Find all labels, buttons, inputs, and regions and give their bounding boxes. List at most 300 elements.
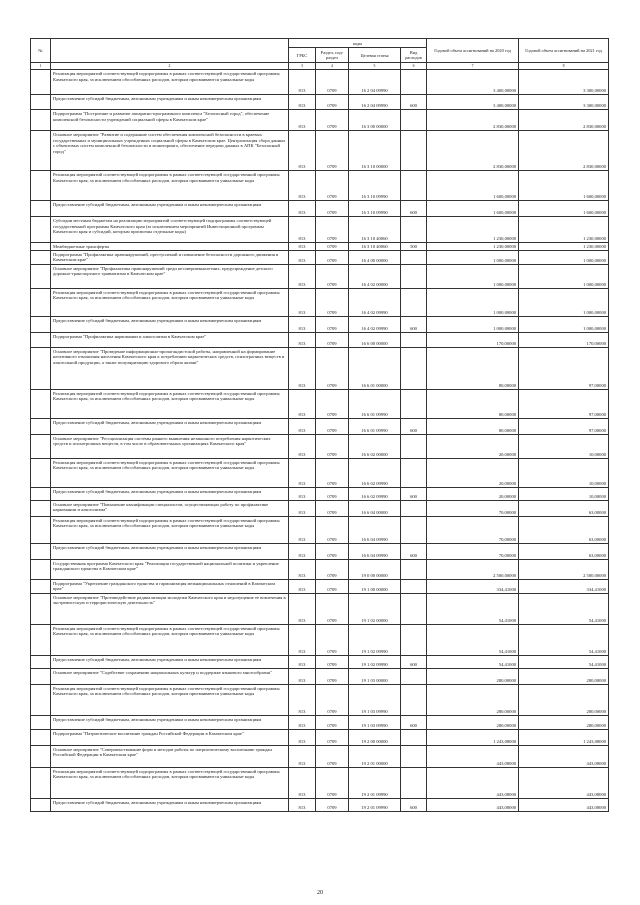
row-section: 0709: [316, 217, 349, 243]
row-section: 0709: [316, 579, 349, 593]
row-amount-2020: 70,00000: [427, 500, 519, 516]
row-expense-type: 600: [401, 201, 427, 217]
row-name: Предоставление субсидий бюджетным, автономным учреждениям и иным некоммерческим организациям: [51, 418, 289, 434]
row-target-article: 16 6 04 09990: [349, 516, 401, 543]
table-row: [31, 264, 609, 288]
row-grbs: 813: [289, 624, 316, 655]
row-num: [31, 110, 51, 131]
row-grbs: 813: [289, 171, 316, 201]
row-target-article: 16 6 01 09990: [349, 418, 401, 434]
row-expense-type: [401, 347, 427, 389]
row-num: [31, 332, 51, 347]
row-target-article: 16 4 00 00000: [349, 250, 401, 264]
row-expense-type: 600: [401, 95, 427, 110]
header-target: Целевая статья: [349, 48, 401, 63]
header-vid: Вид расходов: [401, 48, 427, 63]
row-grbs: 813: [289, 729, 316, 745]
page-number: 20: [317, 890, 323, 896]
row-expense-type: [401, 389, 427, 418]
row-amount-2020: 443,08000: [427, 767, 519, 798]
row-grbs: 813: [289, 500, 316, 516]
row-amount-2021: 10,00000: [519, 458, 609, 487]
column-index: 2: [51, 63, 289, 70]
row-expense-type: 600: [401, 798, 427, 811]
row-name: Предоставление субсидий бюджетным, автономным учреждениям и иным некоммерческим организациям: [51, 543, 289, 559]
row-num: [31, 745, 51, 767]
row-num: [31, 593, 51, 624]
row-section: 0709: [316, 655, 349, 668]
row-expense-type: [401, 70, 427, 95]
row-num: [31, 243, 51, 251]
row-amount-2021: 54,41000: [519, 624, 609, 655]
row-name: Основное мероприятие "Повышение квалификации специалистов, осуществляющих работу по профилактике наркомании и алкоголизма": [51, 500, 289, 516]
row-expense-type: 600: [401, 543, 427, 559]
row-grbs: 813: [289, 217, 316, 243]
row-grbs: 813: [289, 95, 316, 110]
row-section: 0709: [316, 264, 349, 288]
row-section: 0709: [316, 500, 349, 516]
row-grbs: 813: [289, 264, 316, 288]
row-amount-2020: 80,00000: [427, 418, 519, 434]
header-year-2020: Годовой объем ассигнований на 2020 год: [427, 39, 519, 63]
row-expense-type: 500: [401, 243, 427, 251]
table-row: [31, 288, 609, 316]
row-name: Подпрограмма "Патриотическое воспитание граждан Российской Федерации в Камчатском крае": [51, 729, 289, 745]
table-row: [31, 458, 609, 487]
row-amount-2020: 70,00000: [427, 543, 519, 559]
row-grbs: 813: [289, 579, 316, 593]
table-row: [31, 668, 609, 684]
table-row: [31, 767, 609, 798]
row-section: 0709: [316, 798, 349, 811]
row-num: [31, 171, 51, 201]
row-target-article: 16 2 04 09990: [349, 95, 401, 110]
row-expense-type: [401, 110, 427, 131]
row-grbs: 813: [289, 131, 316, 171]
row-expense-type: [401, 624, 427, 655]
row-amount-2020: 70,00000: [427, 516, 519, 543]
row-amount-2020: 1 000,00000: [427, 264, 519, 288]
column-index: 8: [519, 63, 609, 70]
row-grbs: 813: [289, 418, 316, 434]
row-section: 0709: [316, 418, 349, 434]
row-name: Основное мероприятие "Профилактика правонарушений среди несовершеннолетних, предупреждение детского дорожно-транспортного травматизма в Камчатском крае": [51, 264, 289, 288]
row-num: [31, 201, 51, 217]
row-target-article: 19 1 03 09990: [349, 715, 401, 729]
row-amount-2021: 170,00000: [519, 332, 609, 347]
row-amount-2021: 1 000,00000: [519, 316, 609, 332]
row-target-article: 16 6 01 00000: [349, 347, 401, 389]
row-num: [31, 668, 51, 684]
row-amount-2020: 443,08000: [427, 745, 519, 767]
row-amount-2021: 1 000,00000: [519, 288, 609, 316]
row-amount-2021: 280,00000: [519, 668, 609, 684]
row-amount-2021: 2 830,00000: [519, 110, 609, 131]
row-expense-type: [401, 131, 427, 171]
row-section: 0709: [316, 316, 349, 332]
row-target-article: 19 1 02 09990: [349, 655, 401, 668]
row-grbs: 813: [289, 201, 316, 217]
row-section: 0709: [316, 458, 349, 487]
table-row: [31, 243, 609, 251]
row-name: Предоставление субсидий бюджетным, автономным учреждениям и иным некоммерческим организациям: [51, 487, 289, 500]
row-section: 0709: [316, 347, 349, 389]
row-section: 0709: [316, 745, 349, 767]
row-expense-type: [401, 434, 427, 458]
row-expense-type: [401, 332, 427, 347]
row-target-article: 16 3 10 09990: [349, 201, 401, 217]
row-name: Основное мероприятие "Развитие и содержание систем обеспечения комплексной безопасности в краевых государственных и муниципальных учреждениях социальной сферы в Камчатском крае. Централизация сбора данных с объектовых систем комплексной безопасности и мониторинга, обеспечение передачи данных в АПК "Безопасный город": [51, 131, 289, 171]
row-expense-type: [401, 171, 427, 201]
column-index: 3: [289, 63, 316, 70]
row-target-article: 16 3 10 09990: [349, 171, 401, 201]
row-target-article: 19 1 03 00000: [349, 668, 401, 684]
row-amount-2021: 3 300,00000: [519, 95, 609, 110]
row-num: [31, 95, 51, 110]
table-row: [31, 389, 609, 418]
row-amount-2021: 54,41000: [519, 655, 609, 668]
row-expense-type: [401, 500, 427, 516]
table-row: [31, 729, 609, 745]
row-expense-type: [401, 516, 427, 543]
row-expense-type: [401, 684, 427, 715]
row-amount-2020: 20,00000: [427, 434, 519, 458]
table-row: [31, 593, 609, 624]
row-expense-type: 600: [401, 655, 427, 668]
row-amount-2020: 1 000,00000: [427, 250, 519, 264]
row-grbs: 813: [289, 798, 316, 811]
row-amount-2021: 54,41000: [519, 593, 609, 624]
table-row: [31, 131, 609, 171]
row-amount-2020: 20,00000: [427, 487, 519, 500]
row-num: [31, 264, 51, 288]
row-amount-2021: 280,00000: [519, 684, 609, 715]
row-target-article: 16 6 04 00000: [349, 500, 401, 516]
row-name: Предоставление субсидий бюджетным, автономным учреждениям и иным некоммерческим организациям: [51, 798, 289, 811]
row-section: 0709: [316, 288, 349, 316]
row-expense-type: 600: [401, 715, 427, 729]
row-target-article: 16 3 10 40060: [349, 243, 401, 251]
table-row: [31, 171, 609, 201]
row-num: [31, 131, 51, 171]
row-section: 0709: [316, 434, 349, 458]
row-target-article: 16 6 04 09990: [349, 543, 401, 559]
table-row: [31, 347, 609, 389]
row-target-article: 19 2 01 09990: [349, 798, 401, 811]
row-target-article: 16 3 10 00000: [349, 131, 401, 171]
table-row: [31, 332, 609, 347]
table-row: [31, 559, 609, 579]
row-name: Государственная программа Камчатского края "Реализация государственной национальной политики и укрепление гражданского единства в Камчатском крае": [51, 559, 289, 579]
row-name: Реализация мероприятий соответствующей подпрограммы в рамках соответствующей государственной программы Камчатского края, за исключением обособленных расходов, которым присваиваются уникальные коды: [51, 458, 289, 487]
row-amount-2021: 1 000,00000: [519, 264, 609, 288]
row-amount-2020: 334,41000: [427, 579, 519, 593]
row-num: [31, 715, 51, 729]
row-num: [31, 559, 51, 579]
row-amount-2021: 2 500,00000: [519, 559, 609, 579]
row-amount-2020: 3 400,00000: [427, 95, 519, 110]
row-num: [31, 487, 51, 500]
header-num: №: [31, 39, 51, 63]
row-section: 0709: [316, 624, 349, 655]
row-amount-2021: 2 830,00000: [519, 131, 609, 171]
row-section: 0709: [316, 201, 349, 217]
row-section: 0709: [316, 543, 349, 559]
table-row: [31, 684, 609, 715]
row-amount-2020: 2 830,00000: [427, 110, 519, 131]
table-row: [31, 516, 609, 543]
column-index: 5: [349, 63, 401, 70]
row-section: 0709: [316, 559, 349, 579]
row-amount-2021: 97,00000: [519, 418, 609, 434]
header-year-2021: Годовой объем ассигнований на 2021 год: [519, 39, 609, 63]
row-grbs: 813: [289, 487, 316, 500]
table-row: [31, 434, 609, 458]
row-amount-2021: 443,08000: [519, 767, 609, 798]
row-num: [31, 316, 51, 332]
row-amount-2020: 1 000,00000: [427, 288, 519, 316]
row-amount-2021: 97,00000: [519, 347, 609, 389]
row-grbs: 813: [289, 458, 316, 487]
row-target-article: 19 2 01 00000: [349, 745, 401, 767]
row-num: [31, 70, 51, 95]
row-target-article: 19 1 02 09990: [349, 624, 401, 655]
row-num: [31, 418, 51, 434]
budget-table: [30, 38, 609, 812]
row-name: Реализация мероприятий соответствующей подпрограммы в рамках соответствующей государственной программы Камчатского края, за исключением обособленных расходов, которым присваиваются уникальные коды: [51, 624, 289, 655]
row-section: 0709: [316, 70, 349, 95]
row-name: Основное мероприятие "Противодействие радикализации молодежи Камчатского края и недопущение ее вовлечения в экстремистскую и террористическую деятельность": [51, 593, 289, 624]
table-row: [31, 543, 609, 559]
table-row: [31, 316, 609, 332]
row-amount-2021: 97,00000: [519, 389, 609, 418]
row-section: 0709: [316, 110, 349, 131]
row-amount-2020: 2 500,00000: [427, 559, 519, 579]
row-grbs: 813: [289, 745, 316, 767]
row-num: [31, 729, 51, 745]
row-expense-type: [401, 593, 427, 624]
row-amount-2020: 1 600,00000: [427, 201, 519, 217]
row-name: Реализация мероприятий соответствующей подпрограммы в рамках соответствующей государственной программы Камчатского края, за исключением обособленных расходов, которым присваиваются уникальные коды: [51, 767, 289, 798]
table-row: [31, 745, 609, 767]
header-name: [51, 39, 289, 63]
row-expense-type: [401, 264, 427, 288]
row-num: [31, 217, 51, 243]
row-amount-2020: 1 243,08000: [427, 729, 519, 745]
table-row: [31, 70, 609, 95]
table-row: [31, 110, 609, 131]
row-expense-type: [401, 458, 427, 487]
row-amount-2020: 280,00000: [427, 668, 519, 684]
row-amount-2021: 1 243,08000: [519, 729, 609, 745]
row-section: 0709: [316, 684, 349, 715]
row-num: [31, 543, 51, 559]
row-grbs: 813: [289, 288, 316, 316]
row-name: Подпрограмма "Укрепление гражданского единства и гармонизация межнациональных отношений в Камчатском крае": [51, 579, 289, 593]
row-section: 0709: [316, 715, 349, 729]
row-expense-type: [401, 767, 427, 798]
row-amount-2020: 1 600,00000: [427, 171, 519, 201]
row-grbs: 813: [289, 332, 316, 347]
table-row: [31, 624, 609, 655]
column-index-row: [31, 63, 609, 70]
row-amount-2021: 280,00000: [519, 715, 609, 729]
row-section: 0709: [316, 593, 349, 624]
row-amount-2020: 54,41000: [427, 593, 519, 624]
row-section: 0709: [316, 516, 349, 543]
row-grbs: 813: [289, 655, 316, 668]
row-num: [31, 684, 51, 715]
row-name: Предоставление субсидий бюджетным, автономным учреждениям и иным некоммерческим организациям: [51, 715, 289, 729]
table-row: [31, 500, 609, 516]
row-num: [31, 767, 51, 798]
row-amount-2021: 1 230,00000: [519, 243, 609, 251]
row-target-article: 19 0 00 00000: [349, 559, 401, 579]
header-grbs: ГРБС: [289, 48, 316, 63]
row-grbs: 813: [289, 668, 316, 684]
row-section: 0709: [316, 171, 349, 201]
row-grbs: 813: [289, 715, 316, 729]
row-name: Реализация мероприятий соответствующей подпрограммы в рамках соответствующей государственной программы Камчатского края, за исключением обособленных расходов, которым присваиваются уникальные коды: [51, 171, 289, 201]
row-amount-2020: 54,41000: [427, 655, 519, 668]
row-amount-2020: 80,00000: [427, 347, 519, 389]
row-target-article: 16 4 02 09990: [349, 288, 401, 316]
table-row: [31, 250, 609, 264]
row-amount-2020: 280,00000: [427, 715, 519, 729]
row-expense-type: [401, 745, 427, 767]
row-target-article: 16 6 00 00000: [349, 332, 401, 347]
row-target-article: 19 1 00 00000: [349, 579, 401, 593]
row-name: Субсидии местным бюджетам на реализацию мероприятий соответствующей подпрограммы соответствующей государственной программы Камчатского края (за исключением мероприятий Инвестиционной программы Камчатского края и субсидий, которым присвоены отдельные коды): [51, 217, 289, 243]
row-name: Предоставление субсидий бюджетным, автономным учреждениям и иным некоммерческим организациям: [51, 316, 289, 332]
row-amount-2020: 443,08000: [427, 798, 519, 811]
row-num: [31, 250, 51, 264]
row-grbs: 813: [289, 593, 316, 624]
row-num: [31, 458, 51, 487]
row-expense-type: [401, 288, 427, 316]
row-amount-2020: 20,00000: [427, 458, 519, 487]
row-amount-2020: 80,00000: [427, 389, 519, 418]
row-num: [31, 288, 51, 316]
row-amount-2021: 1 230,00000: [519, 217, 609, 243]
row-name: Предоставление субсидий бюджетным, автономным учреждениям и иным некоммерческим организациям: [51, 95, 289, 110]
row-target-article: 16 6 01 09990: [349, 389, 401, 418]
row-name: Основное мероприятие "Содействие сохранению национальных культур и поддержке языкового многообразия": [51, 668, 289, 684]
row-section: 0709: [316, 243, 349, 251]
table-row: [31, 487, 609, 500]
row-target-article: 16 3 00 00000: [349, 110, 401, 131]
row-name: Реализация мероприятий соответствующей подпрограммы в рамках соответствующей государственной программы Камчатского края, за исключением обособленных расходов, которым присваиваются уникальные коды: [51, 288, 289, 316]
budget-table-sheet: [30, 38, 608, 812]
row-num: [31, 579, 51, 593]
row-name: Реализация мероприятий соответствующей подпрограммы в рамках соответствующей государственной программы Камчатского края, за исключением обособленных расходов, которым присваиваются уникальные коды: [51, 516, 289, 543]
table-row: [31, 201, 609, 217]
row-amount-2021: 10,00000: [519, 434, 609, 458]
row-amount-2021: 63,00000: [519, 516, 609, 543]
row-name: Подпрограмма "Построение и развитие аппаратно-программного комплекса "Безопасный город", обеспечение комплексной безопасности учреждений социальной сферы в Камчатском крае": [51, 110, 289, 131]
row-grbs: 813: [289, 389, 316, 418]
row-target-article: 16 6 02 09990: [349, 487, 401, 500]
row-section: 0709: [316, 332, 349, 347]
row-grbs: 813: [289, 70, 316, 95]
table-row: [31, 95, 609, 110]
row-expense-type: [401, 250, 427, 264]
column-index: 7: [427, 63, 519, 70]
row-expense-type: [401, 579, 427, 593]
row-target-article: 16 2 04 09990: [349, 70, 401, 95]
row-amount-2021: 1 000,00000: [519, 250, 609, 264]
row-target-article: 16 6 02 09990: [349, 458, 401, 487]
row-grbs: 813: [289, 516, 316, 543]
row-section: 0709: [316, 389, 349, 418]
row-amount-2020: 170,00000: [427, 332, 519, 347]
row-amount-2021: 63,00000: [519, 543, 609, 559]
row-expense-type: 600: [401, 316, 427, 332]
row-target-article: 19 1 02 00000: [349, 593, 401, 624]
row-grbs: 813: [289, 250, 316, 264]
row-target-article: 19 2 00 00000: [349, 729, 401, 745]
row-name: Подпрограмма "Профилактика наркомании и алкоголизма в Камчатском крае": [51, 332, 289, 347]
row-amount-2020: 1 230,00000: [427, 217, 519, 243]
row-grbs: 813: [289, 543, 316, 559]
row-amount-2021: 63,00000: [519, 500, 609, 516]
row-section: 0709: [316, 131, 349, 171]
row-grbs: 813: [289, 767, 316, 798]
row-grbs: 813: [289, 559, 316, 579]
row-target-article: 19 1 03 09990: [349, 684, 401, 715]
row-name: Подпрограмма "Профилактика правонарушений, преступлений и повышение безопасности дорожного движения в Камчатском крае": [51, 250, 289, 264]
table-row: [31, 418, 609, 434]
row-name: Межбюджетные трансферты: [51, 243, 289, 251]
table-body: [31, 70, 609, 812]
row-amount-2021: 1 600,00000: [519, 171, 609, 201]
header-codes: коды: [289, 39, 427, 48]
row-num: [31, 655, 51, 668]
row-section: 0709: [316, 487, 349, 500]
row-target-article: 16 3 10 40060: [349, 217, 401, 243]
row-expense-type: [401, 559, 427, 579]
row-expense-type: [401, 668, 427, 684]
row-target-article: 16 4 02 00000: [349, 264, 401, 288]
row-section: 0709: [316, 250, 349, 264]
row-grbs: 813: [289, 316, 316, 332]
row-num: [31, 624, 51, 655]
table-row: [31, 798, 609, 811]
column-index: 6: [401, 63, 427, 70]
row-section: 0709: [316, 767, 349, 798]
row-name: Предоставление субсидий бюджетным, автономным учреждениям и иным некоммерческим организациям: [51, 201, 289, 217]
row-name: Основное мероприятие "Ресоциализация системы раннего выявления незаконного потребления наркотических средств и психотропных веществ, в том числе в образовательных организациях Камчатского края": [51, 434, 289, 458]
row-amount-2021: 443,08000: [519, 745, 609, 767]
table-row: [31, 217, 609, 243]
row-num: [31, 798, 51, 811]
row-name: Основное мероприятие "Совершенствование форм и методов работы по патриотическому воспитанию граждан Российской Федерации в Камчатском крае": [51, 745, 289, 767]
row-target-article: 16 6 02 00000: [349, 434, 401, 458]
row-expense-type: 600: [401, 418, 427, 434]
table-row: [31, 579, 609, 593]
row-amount-2021: 334,41000: [519, 579, 609, 593]
table-row: [31, 655, 609, 668]
row-expense-type: [401, 217, 427, 243]
row-grbs: 813: [289, 110, 316, 131]
row-section: 0709: [316, 95, 349, 110]
row-amount-2020: 1 000,00000: [427, 316, 519, 332]
row-amount-2021: 443,08000: [519, 798, 609, 811]
row-target-article: 16 4 02 09990: [349, 316, 401, 332]
row-amount-2020: 1 230,00000: [427, 243, 519, 251]
row-num: [31, 389, 51, 418]
row-amount-2020: 3 400,00000: [427, 70, 519, 95]
